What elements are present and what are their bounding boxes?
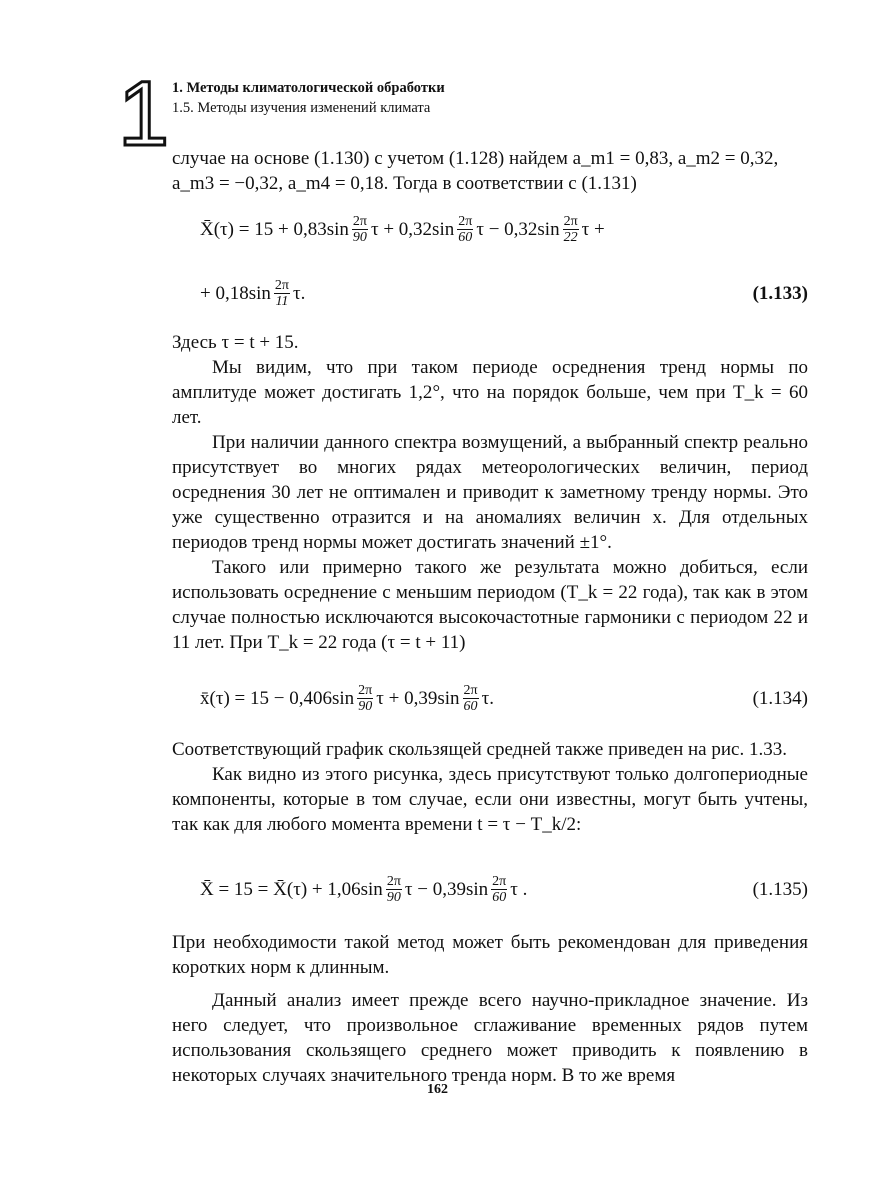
eq133-frac-4 [274, 278, 290, 309]
intro-line-2: a_m3 = −0,32, a_m4 = 0,18. Тогда в соответствии с (1.131) [172, 173, 637, 194]
eq133-term-2: τ − 0,32sin [476, 218, 560, 240]
eq134-term-1: τ + 0,39sin [376, 687, 460, 709]
eq134-frac-2 [463, 683, 479, 714]
eq133-term-1: τ + 0,32sin [370, 218, 455, 240]
frac-den: 60 [463, 699, 478, 714]
eq133-frac-1 [352, 214, 368, 245]
equation-1-133-line-2 [200, 278, 808, 309]
eq133-frac-2 [457, 214, 473, 245]
eq134-lhs: x̄(τ) [200, 687, 230, 709]
frac-num: 2π [463, 683, 478, 698]
trend-paragraph: Мы видим, что при таком периоде осреднения тренд нормы по амплитуде может достигать 1,2°, что на порядок больше, чем при T_k = 60 лет. [172, 357, 808, 428]
text-block-1 [172, 330, 808, 655]
eq135-frac-2 [491, 874, 507, 905]
equation-number-1-134: (1.134) [752, 687, 808, 709]
frac-num: 2π [386, 874, 401, 889]
frac-num: 2π [274, 278, 289, 293]
eq133-term-3: τ + [581, 218, 605, 240]
eq134-term-2: τ. [481, 687, 494, 709]
frac-den: 22 [563, 230, 578, 245]
eq133-term-4: + 0,18sin [200, 282, 271, 304]
text-block-2 [172, 737, 808, 837]
frac-num: 2π [458, 214, 473, 229]
figure-paragraph: Как видно из этого рисунка, здесь присутствуют только долгопериодные компоненты, которые в том случае, если они известны, могут быть учтены, так как для любого момента времени t = τ − T_k/2: [172, 764, 808, 835]
frac-num: 2π [563, 214, 578, 229]
header-chapter-title: 1. Методы климатологической обработки [172, 80, 445, 96]
frac-den: 60 [458, 230, 473, 245]
eq135-frac-1 [386, 874, 402, 905]
eq135-lhs: X̄ = 15 = X̄(τ) + 1,06sin [200, 878, 383, 900]
frac-num: 2π [492, 874, 507, 889]
text-block-3 [172, 930, 808, 1088]
spectrum-paragraph: При наличии данного спектра возмущений, а выбранный спектр реально присутствует во многих рядах метеорологических величин, период осреднения 30 лет не оптимален и приводит к заметному тренду нормы. Это уже существенно отразится и на аномалиях величин x. Для отдельных периодов тренд нормы может достигать значений ±1°. [172, 432, 808, 553]
frac-num: 2π [352, 214, 367, 229]
header-section-title: 1.5. Методы изучения изменений климата [172, 100, 431, 116]
equation-number-1-133: (1.133) [752, 282, 808, 304]
eq135-term-1: τ − 0,39sin [404, 878, 489, 900]
method-paragraph: При необходимости такой метод может быть рекомендован для приведения коротких норм к длинным. [172, 932, 808, 978]
graph-paragraph: Соответствующий график скользящей средней также приведен на рис. 1.33. [172, 739, 787, 760]
page-number: 162 [427, 1082, 448, 1097]
intro-line-1: случае на основе (1.130) с учетом (1.128) найдем a_m1 = 0,83, a_m2 = 0,32, [172, 148, 779, 169]
equation-1-134 [200, 683, 808, 714]
here-line: Здесь τ = t + 15. [172, 332, 299, 353]
eq133-term-5: τ. [292, 282, 306, 304]
result-paragraph: Такого или примерно такого же результата можно добиться, если использовать осреднение с меньшим периодом (T_k = 22 года), так как в этом случае полностью исключаются высокочастотные гармоники с периодом 22 и 11 лет. При T_k = 22 года (τ = t + 11) [172, 557, 808, 653]
eq134-term-0: = 15 − 0,406sin [234, 687, 355, 709]
running-header [172, 78, 445, 118]
eq133-term-0: = 15 + 0,83sin [238, 218, 349, 240]
analysis-paragraph: Данный анализ имеет прежде всего научно-прикладное значение. Из него следует, что произвольное сглаживание временных рядов путем использования скользящего среднего может приводить к появлению в некоторых случаях значительного тренда норм. В то же время [172, 990, 808, 1086]
intro-paragraph [172, 146, 808, 196]
frac-num: 2π [358, 683, 373, 698]
eq133-lhs: X̄(τ) [200, 218, 235, 240]
frac-den: 60 [492, 890, 507, 905]
frac-den: 90 [358, 699, 373, 714]
frac-den: 90 [352, 230, 367, 245]
equation-number-1-135: (1.135) [752, 878, 808, 900]
equation-1-135 [200, 874, 808, 905]
equation-1-133-line-1 [200, 214, 808, 245]
frac-den: 11 [275, 294, 289, 309]
chapter-number: 1 [118, 63, 168, 165]
eq134-frac-1 [357, 683, 373, 714]
frac-den: 90 [386, 890, 401, 905]
eq133-frac-3 [563, 214, 579, 245]
eq135-term-2: τ . [510, 878, 528, 900]
